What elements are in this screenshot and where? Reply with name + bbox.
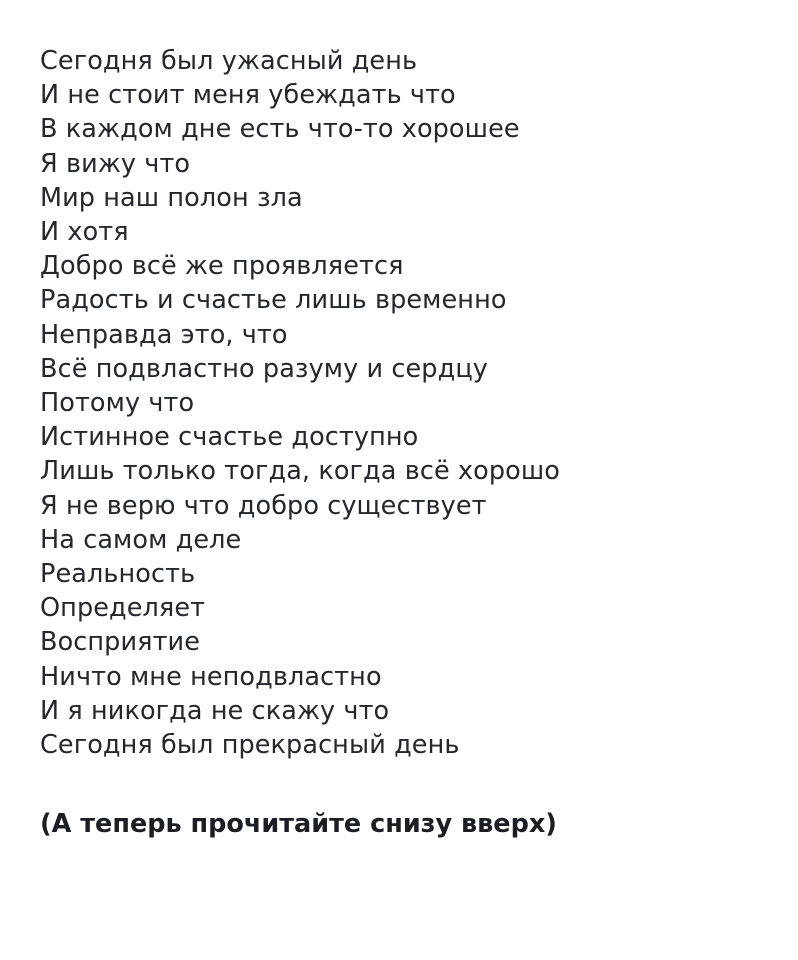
poem-line: Сегодня был ужасный день [40,46,418,76]
poem-line: Мир наш полон зла [40,182,303,213]
poem-line: Реальность [40,559,196,590]
poem-line: Добро всё же проявляется [40,251,404,282]
poem-line: Лишь только тогда, когда всё хорошо [40,456,560,487]
poem-body [40,44,758,762]
poem-line: Я не верю что добро существует [40,490,487,521]
reading-instruction-note: (А теперь прочитайте снизу вверх) [40,809,557,840]
poem-line: Всё подвластно разуму и сердцу [40,353,488,384]
poem-line: И не стоит меня убеждать что [40,80,456,111]
poem-line: На самом деле [40,524,242,555]
poem-line: Я вижу что [40,148,191,179]
poem-line: Восприятие [40,627,201,658]
poem-line: Ничто мне неподвластно [40,661,382,692]
poem-line: Потому что [40,388,195,419]
poem-line: Сегодня был прекрасный день [40,730,460,761]
poem-line: И я никогда не скажу что [40,695,390,726]
poem-line: Радость и счастье лишь временно [40,285,507,316]
poem-line: И хотя [40,217,129,248]
poem-line: Истинное счастье доступно [40,422,419,453]
poem-line: Определяет [40,593,206,624]
poem-line: В каждом дне есть что-то хорошее [40,114,520,145]
poem-line: Неправда это, что [40,319,288,350]
